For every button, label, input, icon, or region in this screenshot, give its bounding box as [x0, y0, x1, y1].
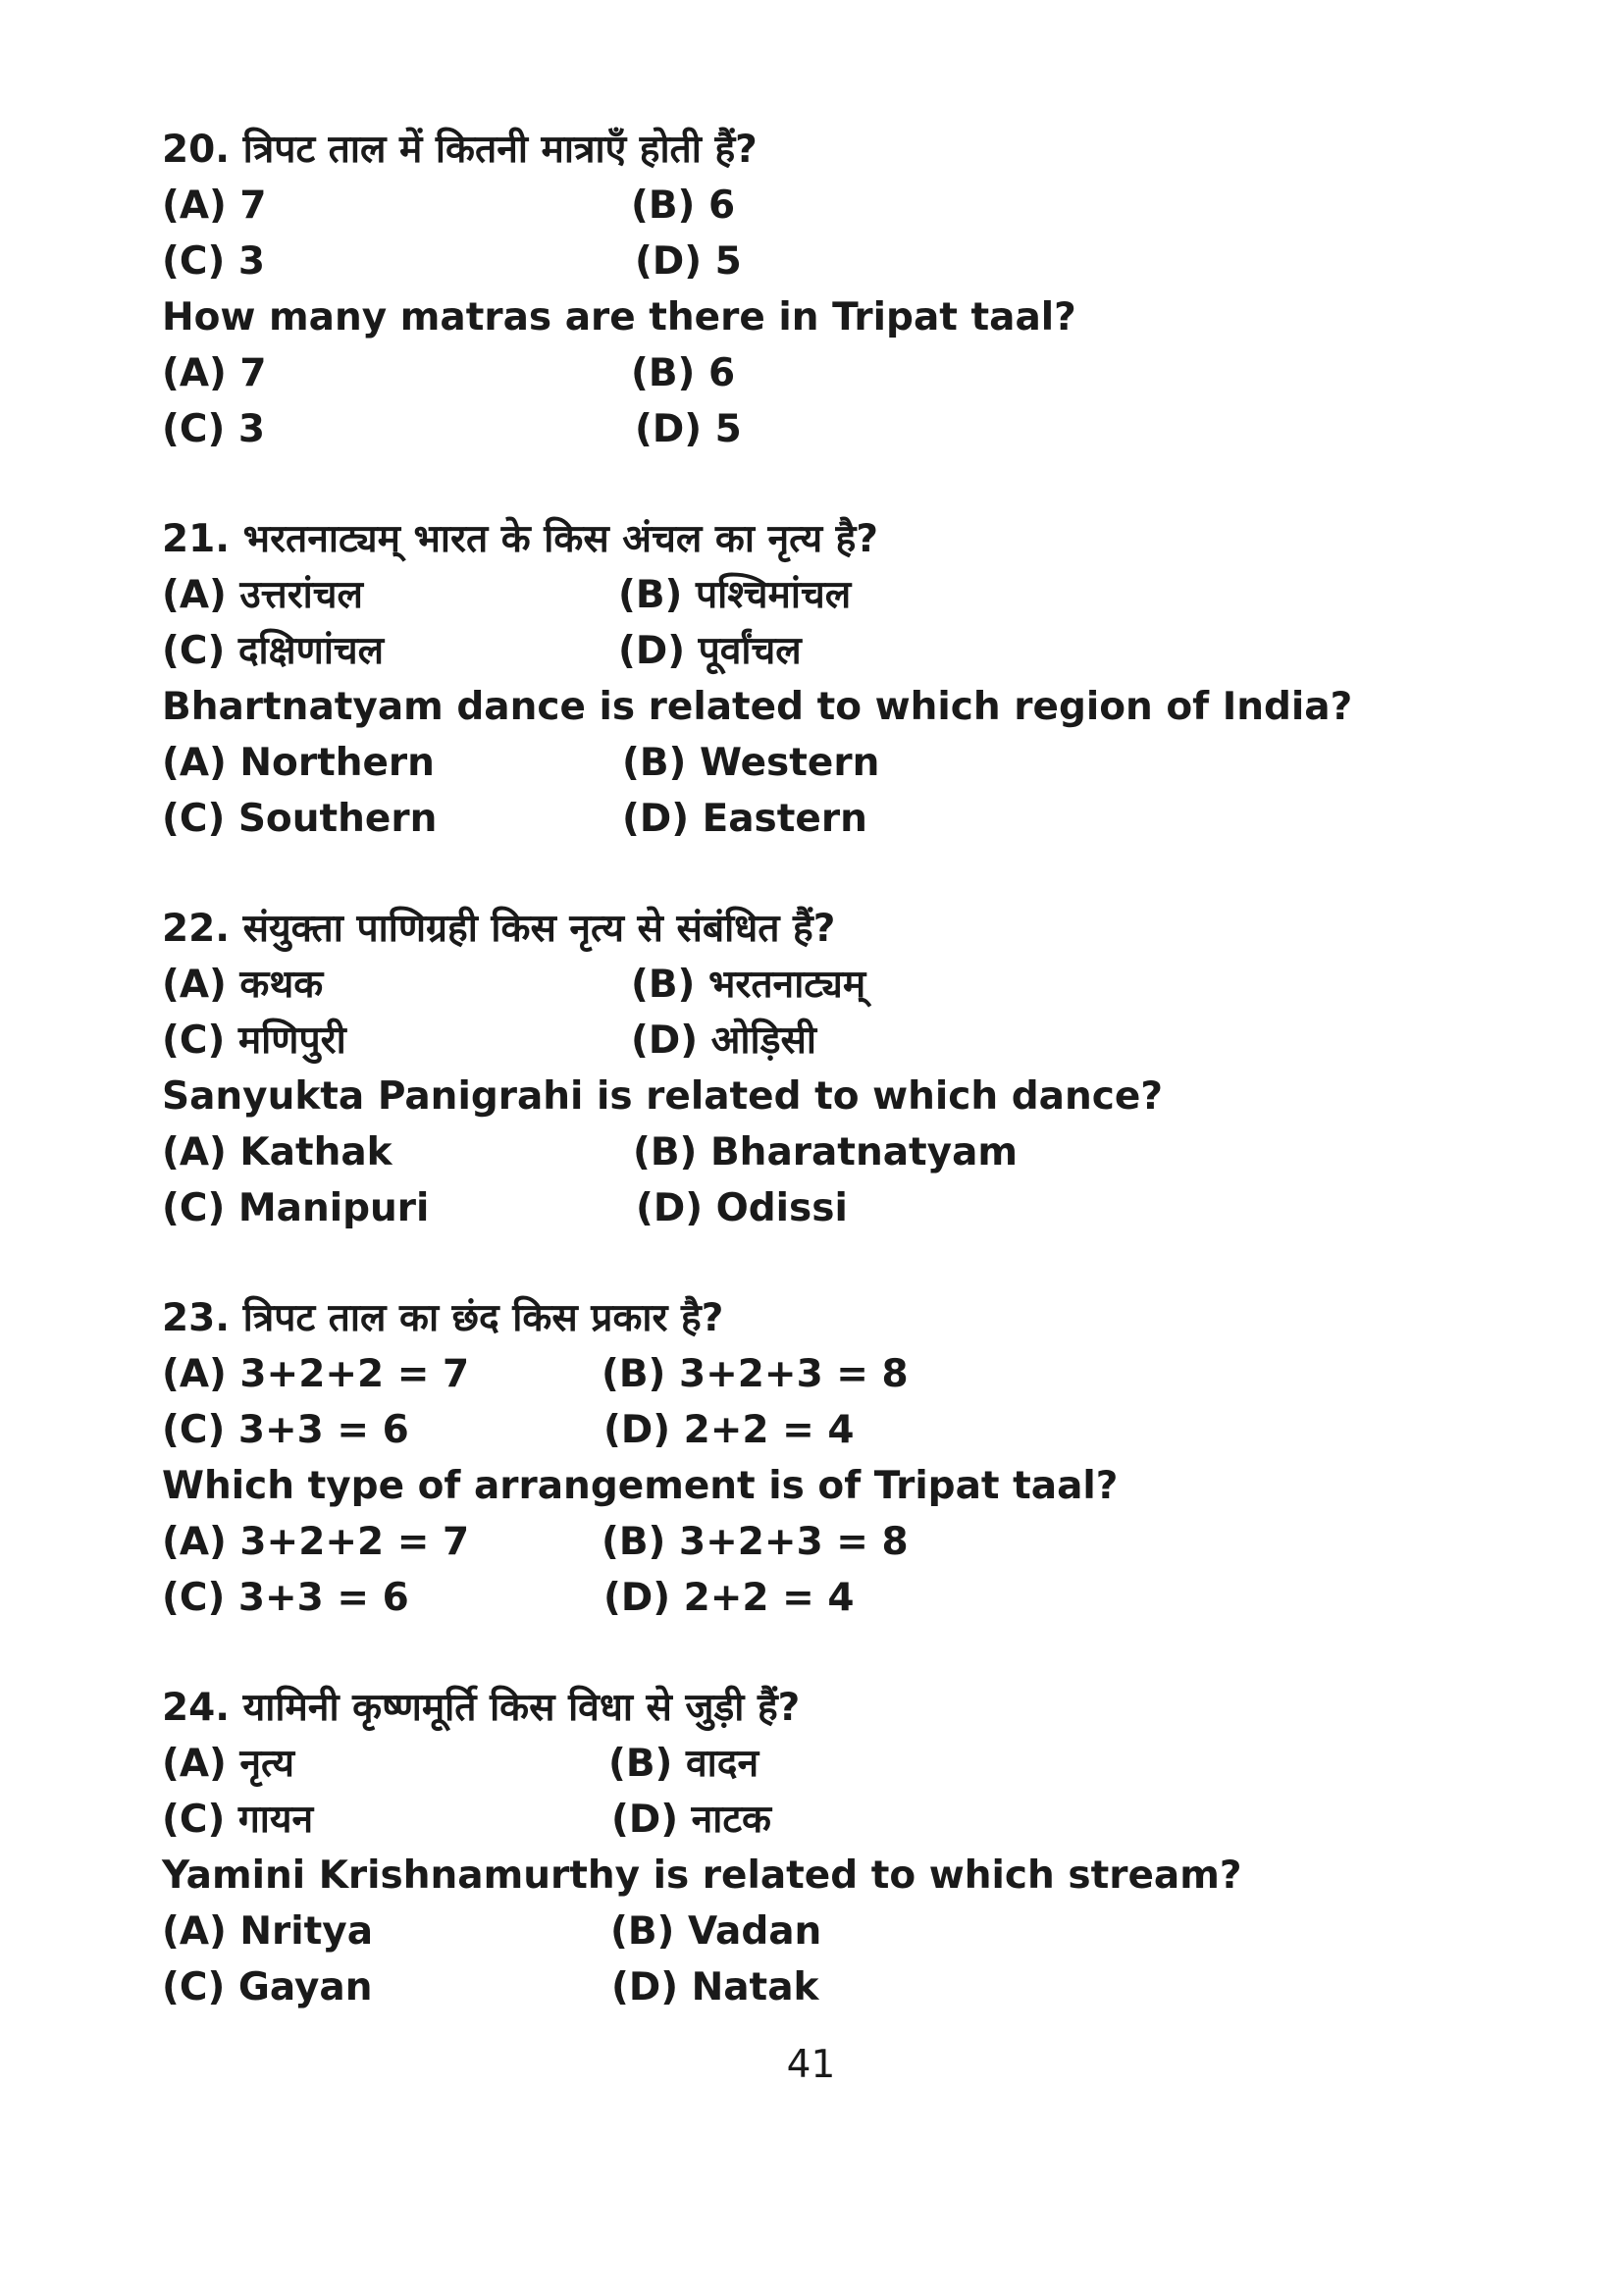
option-a: (A) Nritya [162, 1909, 374, 1954]
question-23 [162, 1290, 1467, 1626]
option-row [162, 1570, 1467, 1626]
option-d: (D) Natak [611, 1965, 819, 2009]
option-d: (D) ओड़िसी [631, 1018, 816, 1063]
option-c: (C) 3+3 = 6 [162, 1576, 409, 1620]
option-row [162, 735, 1467, 791]
option-row [162, 1124, 1467, 1180]
page-number: 41 [786, 2043, 836, 2087]
option-row [162, 1013, 1467, 1069]
option-b: (B) Bharatnatyam [633, 1130, 1019, 1174]
hindi-question: 22. संयुक्ता पाणिग्रही किस नृत्य से संबंधित हैं? [162, 907, 836, 951]
question-24 [162, 1680, 1467, 2015]
option-a: (A) 7 [162, 351, 267, 395]
option-row [162, 1402, 1467, 1458]
option-row [162, 1346, 1467, 1402]
option-b: (B) 6 [631, 351, 736, 395]
option-b: (B) वादन [608, 1742, 759, 1786]
option-a: (A) Northern [162, 741, 435, 785]
option-b: (B) 6 [631, 183, 736, 228]
option-a: (A) उत्तरांचल [162, 573, 363, 617]
option-row [162, 567, 1467, 623]
option-row [162, 791, 1467, 847]
option-a: (A) नृत्य [162, 1742, 294, 1786]
english-question: How many matras are there in Tripat taal? [162, 295, 1076, 339]
option-a: (A) Kathak [162, 1130, 392, 1174]
option-d: (D) 2+2 = 4 [603, 1408, 855, 1452]
english-question: Sanyukta Panigrahi is related to which dance? [162, 1074, 1163, 1119]
option-c: (C) दक्षिणांचल [162, 629, 385, 673]
option-row [162, 1180, 1467, 1236]
option-d: (D) Odissi [636, 1186, 848, 1230]
option-c: (C) मणिपुरी [162, 1018, 346, 1063]
option-c: (C) 3 [162, 407, 265, 451]
hindi-question: 20. त्रिपट ताल में कितनी मात्राएँ होती हैं? [162, 128, 758, 172]
option-d: (D) 5 [635, 239, 742, 284]
hindi-question: 24. यामिनी कृष्णमूर्ति किस विधा से जुड़ी हैं? [162, 1686, 801, 1730]
option-row [162, 1792, 1467, 1848]
option-c: (C) Southern [162, 797, 438, 841]
option-row [162, 234, 1467, 289]
option-c: (C) गायन [162, 1798, 314, 1842]
option-d: (D) Eastern [622, 797, 867, 841]
option-c: (C) Manipuri [162, 1186, 430, 1230]
question-22 [162, 901, 1467, 1236]
option-d: (D) पूर्वांचल [618, 629, 802, 673]
option-a: (A) 3+2+2 = 7 [162, 1352, 470, 1396]
option-row [162, 957, 1467, 1013]
option-b: (B) Vadan [610, 1909, 822, 1954]
question-21 [162, 511, 1467, 847]
english-question: Bhartnatyam dance is related to which region of India? [162, 685, 1353, 729]
hindi-question: 21. भरतनाट्यम् भारत के किस अंचल का नृत्य है? [162, 517, 878, 561]
option-row [162, 401, 1467, 457]
english-question: Yamini Krishnamurthy is related to which stream? [162, 1853, 1242, 1898]
option-d: (D) 5 [635, 407, 742, 451]
option-row [162, 1736, 1467, 1792]
option-a: (A) 7 [162, 183, 267, 228]
question-20 [162, 122, 1467, 457]
option-row [162, 178, 1467, 234]
hindi-question: 23. त्रिपट ताल का छंद किस प्रकार है? [162, 1296, 724, 1340]
option-row [162, 1514, 1467, 1570]
option-c: (C) 3+3 = 6 [162, 1408, 409, 1452]
option-b: (B) Western [622, 741, 880, 785]
option-row [162, 1959, 1467, 2015]
option-row [162, 1904, 1467, 1959]
option-a: (A) कथक [162, 963, 324, 1007]
option-b: (B) 3+2+3 = 8 [602, 1520, 909, 1564]
option-d: (D) नाटक [611, 1798, 771, 1842]
option-row [162, 623, 1467, 679]
english-question: Which type of arrangement is of Tripat taal? [162, 1464, 1119, 1508]
option-b: (B) पश्चिमांचल [618, 573, 852, 617]
option-a: (A) 3+2+2 = 7 [162, 1520, 470, 1564]
option-b: (B) 3+2+3 = 8 [602, 1352, 909, 1396]
option-b: (B) भरतनाट्यम् [631, 963, 866, 1007]
option-c: (C) 3 [162, 239, 265, 284]
option-d: (D) 2+2 = 4 [603, 1576, 855, 1620]
option-row [162, 345, 1467, 401]
option-c: (C) Gayan [162, 1965, 373, 2009]
